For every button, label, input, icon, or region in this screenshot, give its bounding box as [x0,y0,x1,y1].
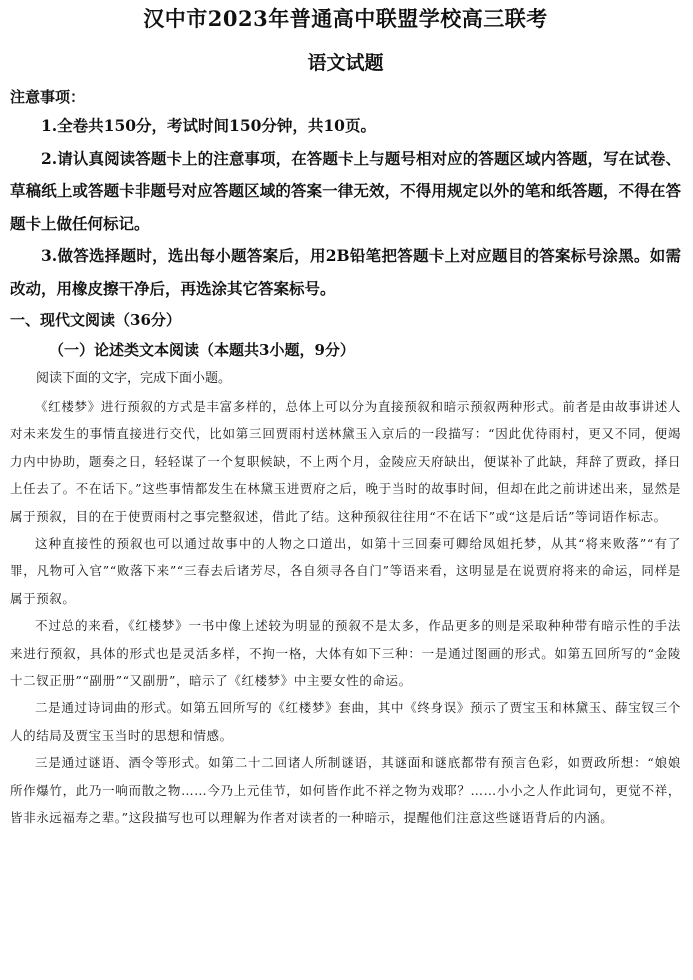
notice-block [10,84,681,305]
passage-paragraph: 这种直接性的预叙也可以通过故事中的人物之口道出，如第十三回秦可卿给凤姐托梦，从其“将来败落”“有了罪，凡物可入官”“败落下来”“三春去后诸芳尽，各自须寻各自门”等语来看，这明显是在说贾府将来的命运，同样是属于预叙。 [10,536,681,606]
subsection-heading: （一）论述类文本阅读（本题共3小题，9分） [49,341,355,359]
reading-section [10,305,681,832]
passage-paragraph: 不过总的来看，《红楼梦》一书中像上述较为明显的预叙不是太多，作品更多的则是采取种种带有暗示性的手法来进行预叙，具体的形式也是灵活多样，不拘一格，大体有如下三种：一是通过图画的形式。如第五回所写的“金陵十二钗正册”“副册”“又副册”，暗示了《红楼梦》中主要女性的命运。 [10,618,681,689]
passage-paragraph: 三是通过谜语、酒令等形式。如第二十二回诸人所制谜语，其谜面和谜底都带有预言色彩，如贾政所想：“娘娘所作爆竹，此乃一响而散之物……今乃上元佳节，如何皆作此不祥之物为戏耶？……小小之人作此词句，更觉不祥，皆非永远福寿之辈。”这段描写也可以理解为作者对读者的一种暗示，提醒他们注意这些谜语背后的内涵。 [10,755,681,826]
notice-item-2: 2.请认真阅读答题卡上的注意事项，在答题卡上与题号相对应的答题区域内答题，写在试卷、草稿纸上或答题卡非题号对应答题区域的答案一律无效，不得用规定以外的笔和纸答题，不得在答题卡上做任何标记。 [10,148,681,233]
reading-instruction: 阅读下面的文字，完成下面小题。 [36,371,232,386]
exam-title: 汉中市2023年普通高中联盟学校高三联考 [143,6,548,31]
exam-subtitle: 语文试题 [307,52,384,74]
notice-item-3: 3.做答选择题时，选出每小题答案后，用2B铅笔把答题卡上对应题目的答案标号涂黑。如需改动，用橡皮擦干净后，再选涂其它答案标号。 [10,246,681,298]
notice-item-1: 1.全卷共150分，考试时间150分钟，共10页。 [41,116,376,135]
passage-paragraph: 二是通过诗词曲的形式。如第五回所写的《红楼梦》套曲，其中《终身误》预示了贾宝玉和林黛玉、薛宝钗三个人的结局及贾宝玉当时的思想和情感。 [10,700,681,743]
notice-heading: 注意事项： [10,88,86,106]
passage [10,393,681,832]
passage-paragraph: 《红楼梦》进行预叙的方式是丰富多样的，总体上可以分为直接预叙和暗示预叙两种形式。前者是由故事讲述人对未来发生的事情直接进行交代，比如第三回贾雨村送林黛玉入京后的一段描写：“因此优待雨村，更又不同，便竭力内中协助，题奏之日，轻轻谋了一个复职候缺，不上两个月，金陵应天府缺出，便谋补了此缺，拜辞了贾政，择日上任去了。不在话下。”这些事情都发生在林黛玉进贾府之后，晚于当时的故事时间，但却在此之前讲述出来，显然是属于预叙，目的在于使贾雨村之事完整叙述，借此了结。这种预叙往往用“不在话下”或“这是后话”等词语作标志。 [10,399,681,524]
section-heading: 一、现代文阅读（36分） [10,311,181,329]
